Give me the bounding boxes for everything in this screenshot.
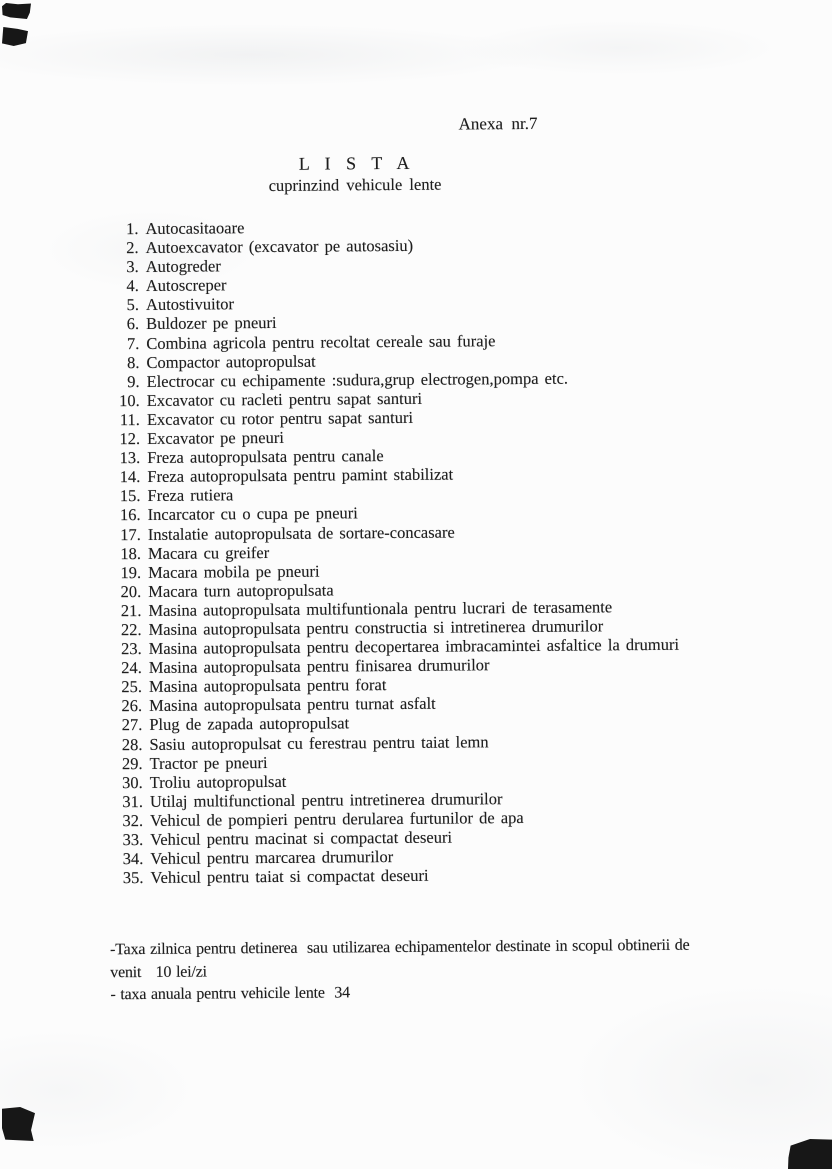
note-line: - taxa anuala pentru vehicile lente 34 (110, 984, 351, 1004)
list-item-number: 11. (119, 409, 140, 430)
list-item-text: Vehicul pentru taiat si compactat deseuri (150, 865, 429, 888)
list-item-number: 34. (122, 849, 144, 869)
list-item-text: Masina autopropulsata pentru turnat asfalt (149, 694, 436, 716)
list-item-text: Autostivuitor (145, 294, 235, 315)
list-item-number: 24. (121, 658, 142, 678)
list-item-number: 33. (122, 829, 144, 850)
list-item-text: Macara cu greifer (147, 542, 270, 563)
list-item-text: Autogreder (145, 256, 221, 277)
list-item-number: 21. (120, 600, 142, 621)
list-item-text: Combina agricola pentru recoltat cereale sau furaje (146, 330, 496, 353)
list-item-text: Compactor autopropulsat (146, 351, 316, 372)
annex-label: Anexa nr.7 (458, 113, 538, 134)
list-item-text: Buldozer pe pneuri (146, 313, 277, 334)
list-item-text: Electrocar cu echipamente :sudura,grup electrogen,pompa etc. (146, 368, 569, 391)
list-item-text: Vehicul pentru marcarea drumurilor (150, 847, 394, 869)
list-item-text: Excavator cu racleti pentru sapat santuri (146, 388, 423, 410)
list-item-text: Freza autopropulsata pentru canale (147, 446, 384, 468)
document-subtitle: cuprinzind vehicule lente (268, 174, 442, 195)
list-item-text: Troliu autopropulsat (149, 771, 287, 792)
list-item-number: 22. (120, 619, 142, 640)
list-item-number: 5. (126, 295, 140, 315)
document-title: L I S T A (298, 152, 412, 174)
list-item-text: Masina autopropulsata pentru decopertarea imbracamintei asfaltice la drumuri (148, 634, 680, 658)
list-item-text: Freza autopropulsata pentru pamint stabilizat (147, 464, 454, 487)
list-item-number: 9. (127, 371, 140, 391)
list-item-number: 6. (126, 314, 140, 334)
note-line: -Taxa zilnica pentru detinerea sau utilizarea echipamentelor destinate in scopul obtinerii de (109, 936, 690, 959)
list-item-number: 31. (122, 791, 143, 811)
list-item-number: 3. (126, 257, 139, 277)
list-item-number: 4. (126, 276, 139, 296)
list-item-number: 8. (126, 352, 140, 372)
list-item-number: 17. (120, 524, 141, 544)
scan-mark-bottom-left (2, 1107, 35, 1141)
list-item-number: 10. (119, 390, 140, 411)
notes-block (110, 935, 690, 1007)
list-item-text: Instalatie autopropulsata de sortare-concasare (147, 522, 455, 544)
list-item-text: Excavator cu rotor pentru sapat santuri (146, 407, 414, 429)
list-item-text: Masina autopropulsata pentru constructia si intretinerea drumurilor (148, 616, 604, 639)
list-item-text: Autocasitaoare (145, 218, 245, 238)
list-item-number: 13. (119, 448, 141, 468)
list-item-text: Vehicul pentru macinat si compactat deseuri (150, 827, 453, 849)
list-item-text: Autoscreper (145, 275, 227, 296)
list-item-number: 32. (122, 810, 144, 831)
list-item-number: 35. (122, 868, 144, 888)
list-item-text: Masina autopropulsata multifuntionala pentru lucrari de terasamente (148, 597, 613, 620)
list-item-number: 29. (121, 753, 143, 773)
list-item-number: 18. (120, 543, 142, 563)
list-item-number: 2. (126, 238, 139, 258)
list-item-text: Sasiu autopropulsat cu ferestrau pentru taiat lemn (149, 731, 489, 754)
list-item-number: 26. (121, 696, 143, 716)
list-item-text: Autoexcavator (excavator pe autosasiu) (145, 235, 414, 258)
list-item-number: 12. (119, 429, 141, 449)
list-item-number: 1. (125, 219, 139, 239)
vehicle-list (110, 215, 681, 888)
list-item (115, 864, 680, 888)
list-item-text: Freza rutiera (147, 485, 234, 506)
list-item-number: 28. (121, 734, 143, 754)
list-item-text: Utilaj multifunctional pentru intretinerea drumurilor (149, 788, 503, 811)
list-item-number: 15. (119, 486, 141, 506)
list-item-number: 25. (121, 677, 143, 697)
list-item-number: 16. (119, 505, 141, 525)
list-item-text: Macara mobila pe pneuri (148, 561, 320, 582)
list-item-number: 19. (120, 562, 142, 582)
list-item-number: 14. (119, 467, 141, 487)
list-item-text: Vehicul de pompieri pentru derularea furtunilor de apa (149, 807, 524, 830)
list-item-text: Masina autopropulsata pentru finisarea drumurilor (148, 655, 490, 678)
list-item-number: 30. (122, 772, 143, 792)
list-item-text: Excavator pe pneuri (146, 427, 284, 448)
list-item-number: 27. (121, 715, 143, 735)
list-item-text: Masina autopropulsata pentru forat (148, 675, 387, 697)
list-item-number: 20. (120, 581, 142, 601)
list-item-text: Macara turn autopropulsata (148, 580, 334, 601)
list-item-text: Tractor pe pneuri (149, 752, 268, 773)
note-line: venit 10 lei/zi (110, 963, 207, 981)
list-item-text: Plug de zapada autopropulsat (149, 713, 350, 735)
title-block (249, 152, 461, 196)
list-item-text: Incarcator cu o cupa pe pneuri (147, 503, 358, 525)
list-item-number: 23. (120, 639, 142, 659)
list-item-number: 7. (126, 333, 140, 353)
